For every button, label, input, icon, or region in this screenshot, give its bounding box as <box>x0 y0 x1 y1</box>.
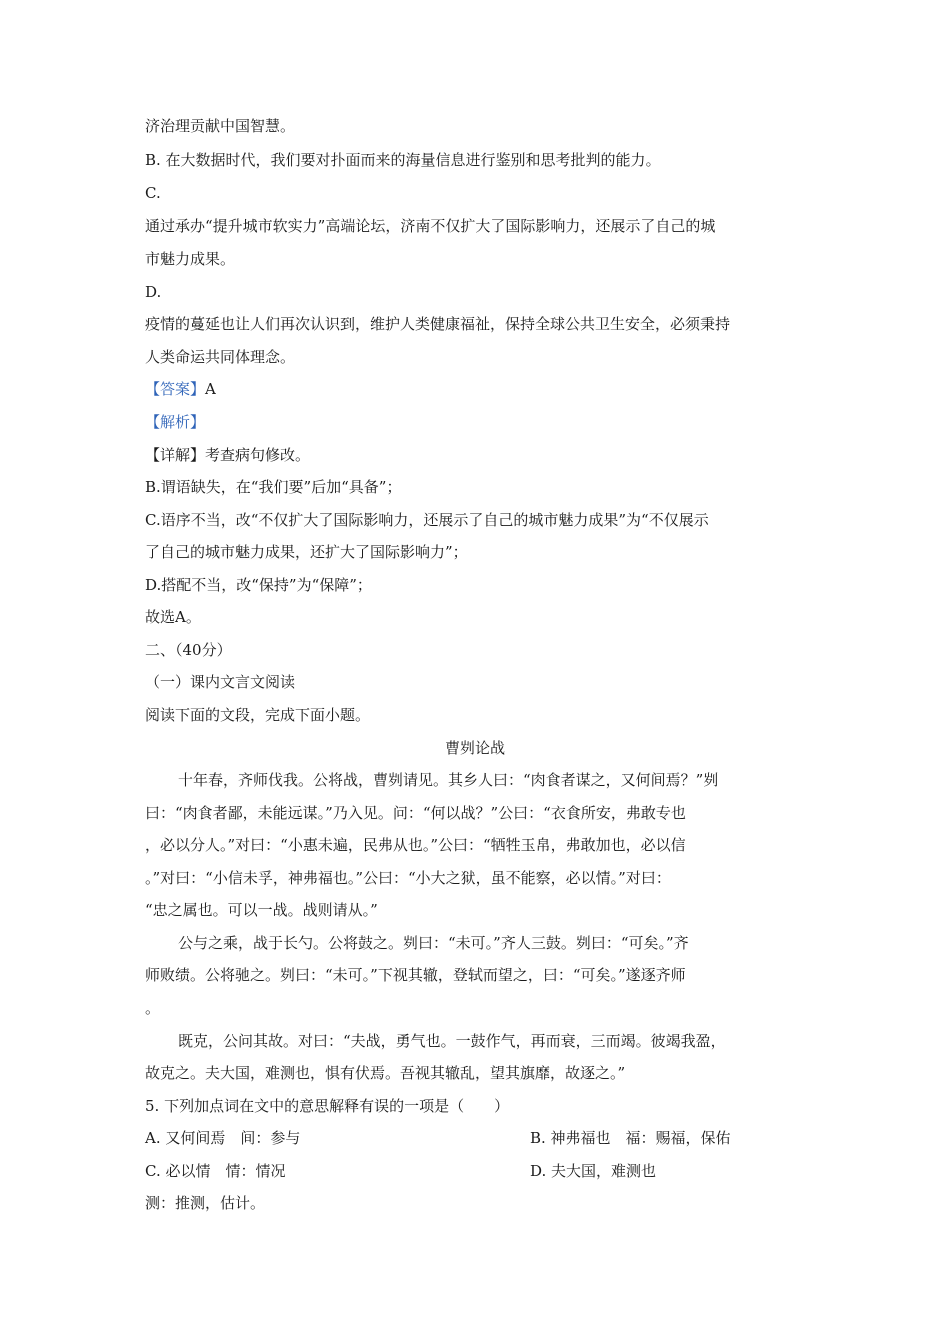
section-subheading: （一）课内文言文阅读 <box>145 673 296 691</box>
passage-line: “忠之属也。可以一战。战则请从。” <box>145 901 378 919</box>
passage-line: ，必以分人。”对曰：“小惠未遍，民弗从也。”公曰：“牺牲玉帛，弗敢加也，必以信 <box>145 836 686 854</box>
passage-line: 公与之乘，战于长勺。公将鼓之。刿曰：“未可。”齐人三鼓。刿曰：“可矣。”齐 <box>178 934 689 952</box>
question-option-a: A. 又何间焉 间：参与 <box>145 1129 301 1147</box>
option-d-text-cont: 人类命运共同体理念。 <box>145 348 296 366</box>
passage-line: 既克，公问其故。对曰：“夫战，勇气也。一鼓作气，再而衰，三而竭。彼竭我盈， <box>178 1032 726 1050</box>
question-option-b: B. 神弗福也 福：赐福，保佑 <box>530 1129 731 1147</box>
question-stem: 5. 下列加点词在文中的意思解释有误的一项是（ ） <box>145 1097 510 1115</box>
answer-line <box>145 379 216 399</box>
question-option-c: C. 必以情 情：情况 <box>145 1162 286 1180</box>
explain-line: 故选A。 <box>145 608 201 626</box>
text-line: 济治理贡献中国智慧。 <box>145 117 296 135</box>
analysis-tag: 【解析】 <box>145 413 206 431</box>
answer-value: A <box>205 380 216 398</box>
explain-line: B.谓语缺失，在“我们要”后加“具备”； <box>145 478 402 496</box>
option-d-label: D. <box>145 283 162 301</box>
passage-line: 。 <box>145 999 161 1017</box>
option-d-text: 疫情的蔓延也让人们再次认识到，维护人类健康福祉，保持全球公共卫生安全，必须秉持 <box>145 315 731 333</box>
question-option-d-cont: 测：推测，估计。 <box>145 1194 266 1212</box>
option-c-text: 通过承办“提升城市软实力”高端论坛，济南不仅扩大了国际影响力，还展示了自己的城 <box>145 217 716 235</box>
passage-title: 曹刿论战 <box>444 739 505 757</box>
option-b-line: B. 在大数据时代，我们要对扑面而来的海量信息进行鉴别和思考批判的能力。 <box>145 151 661 169</box>
answer-tag: 【答案】 <box>145 380 206 398</box>
instruction-line: 阅读下面的文段，完成下面小题。 <box>145 706 371 724</box>
explain-line: C.语序不当，改“不仅扩大了国际影响力，还展示了自己的城市魅力成果”为“不仅展示 <box>145 511 709 529</box>
question-option-d: D. 夫大国，难测也 <box>530 1162 657 1180</box>
option-c-label: C. <box>145 184 161 202</box>
passage-line: 十年春，齐师伐我。公将战，曹刿请见。其乡人曰：“肉食者谋之，又何间焉？”刿 <box>178 771 719 789</box>
section-heading: 二、（40分） <box>145 641 232 659</box>
explain-line: 【详解】考查病句修改。 <box>145 446 311 464</box>
passage-line: 曰：“肉食者鄙，未能远谋。”乃入见。问：“何以战？”公曰：“衣食所安，弗敢专也 <box>145 804 686 822</box>
passage-line: 。”对曰：“小信未孚，神弗福也。”公曰：“小大之狱，虽不能察，必以情。”对曰： <box>145 869 671 887</box>
passage-line: 故克之。夫大国，难测也，惧有伏焉。吾视其辙乱，望其旗靡，故逐之。” <box>145 1064 626 1082</box>
explain-line: D.搭配不当，改“保持”为“保障”； <box>145 576 372 594</box>
passage-line: 师败绩。公将驰之。刿曰：“未可。”下视其辙，登轼而望之，曰：“可矣。”遂逐齐师 <box>145 966 686 984</box>
explain-line: 了自己的城市魅力成果，还扩大了国际影响力”； <box>145 543 468 561</box>
option-c-text-cont: 市魅力成果。 <box>145 250 236 268</box>
